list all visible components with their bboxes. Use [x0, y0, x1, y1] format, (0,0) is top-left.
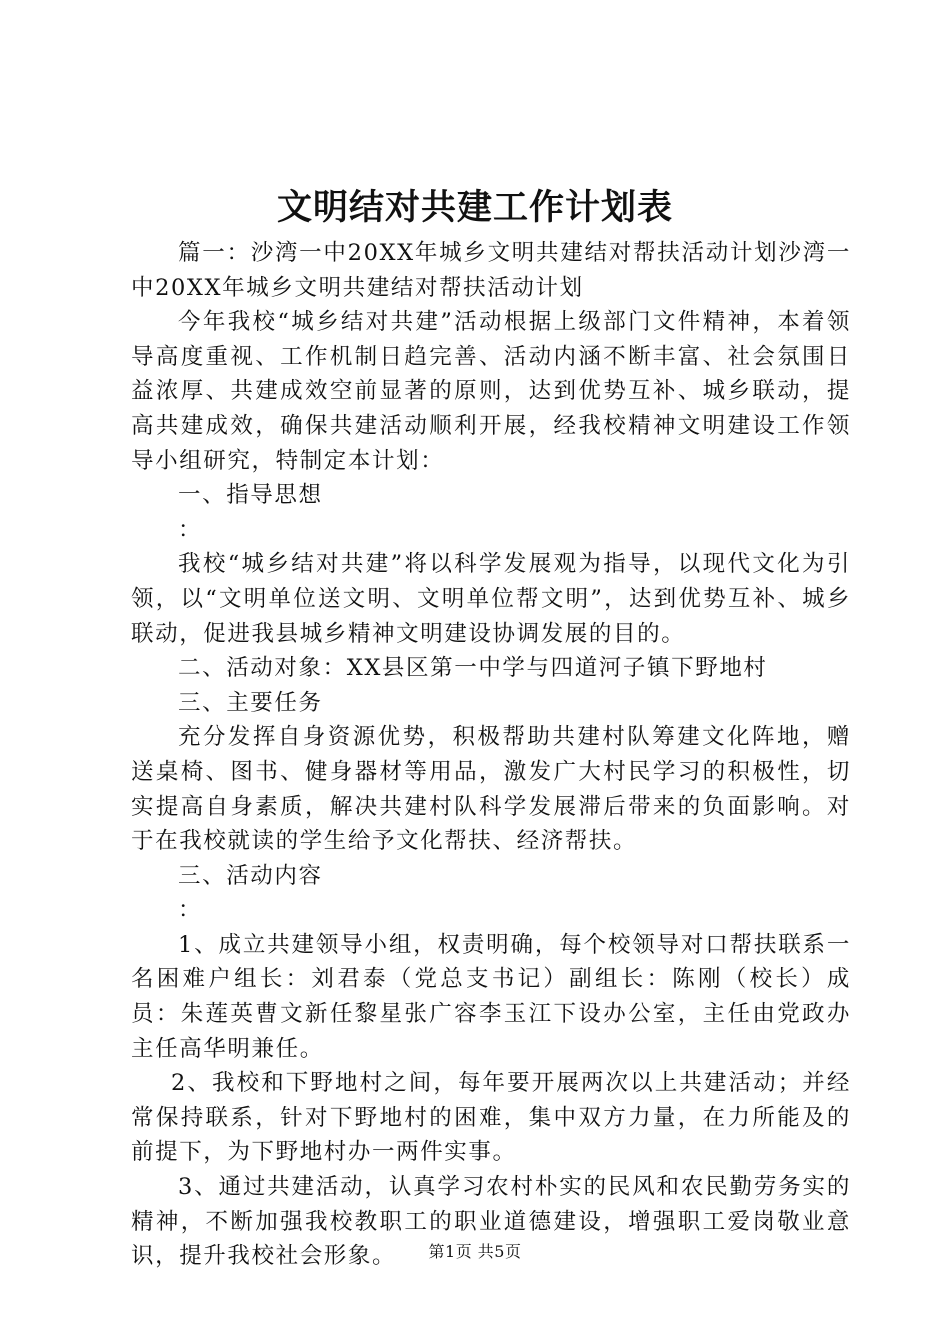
colon-line: ：: [178, 897, 203, 924]
heading-main-tasks: 三、主要任务: [178, 689, 323, 716]
page-number-footer: 第1页 共5页: [428, 1242, 522, 1261]
list-item-3: 3、通过共建活动，认真学习农村朴实的民风和农民勤劳务实的精神，不断加强我校教职工的职业道德建设，增强职工爱岗敬业意识，提升我校社会形象。: [131, 1174, 851, 1270]
list-item-2: 2、我校和下野地村之间，每年要开展两次以上共建活动；并经常保持联系，针对下野地村的困难，集中双方力量，在力所能及的前提下，为下野地村办一两件实事。: [131, 1070, 851, 1166]
document-body: [131, 236, 851, 1274]
colon-line: ：: [178, 516, 203, 543]
list-item-1: 1、成立共建领导小组，权责明确，每个校领导对口帮扶联系一名困难户组长：刘君泰（党总支书记）副组长：陈刚（校长）成员：朱莲英曹文新任黎星张广容李玉江下设办公室，主任由党政办主任高华明兼任。: [131, 931, 851, 1062]
paragraph-intro: 篇一：沙湾一中20XX年城乡文明共建结对帮扶活动计划沙湾一中20XX年城乡文明共建结对帮扶活动计划: [131, 240, 851, 301]
heading-activity-content: 三、活动内容: [178, 862, 323, 889]
heading-guiding-thought: 一、指导思想: [178, 482, 323, 509]
paragraph-main-tasks: 充分发挥自身资源优势，积极帮助共建村队筹建文化阵地，赠送桌椅、图书、健身器材等用品，激发广大村民学习的积极性，切实提高自身素质，解决共建村队科学发展滞后带来的负面影响。对于在我校就读的学生给予文化帮扶、经济帮扶。: [131, 724, 851, 855]
paragraph-purpose: 今年我校“城乡结对共建”活动根据上级部门文件精神，本着领导高度重视、工作机制日趋完善、活动内涵不断丰富、社会氛围日益浓厚、共建成效空前显著的原则，达到优势互补、城乡联动，提高共建成效，确保共建活动顺利开展，经我校精神文明建设工作领导小组研究，特制定本计划：: [131, 309, 851, 474]
paragraph-guiding-thought: 我校“城乡结对共建”将以科学发展观为指导，以现代文化为引领，以“文明单位送文明、文明单位帮文明”，达到优势互补、城乡联动，促进我县城乡精神文明建设协调发展的目的。: [131, 551, 851, 647]
heading-activity-target: 二、活动对象：XX县区第一中学与四道河子镇下野地村: [178, 655, 768, 682]
document-title: 文明结对共建工作计划表: [276, 187, 673, 228]
